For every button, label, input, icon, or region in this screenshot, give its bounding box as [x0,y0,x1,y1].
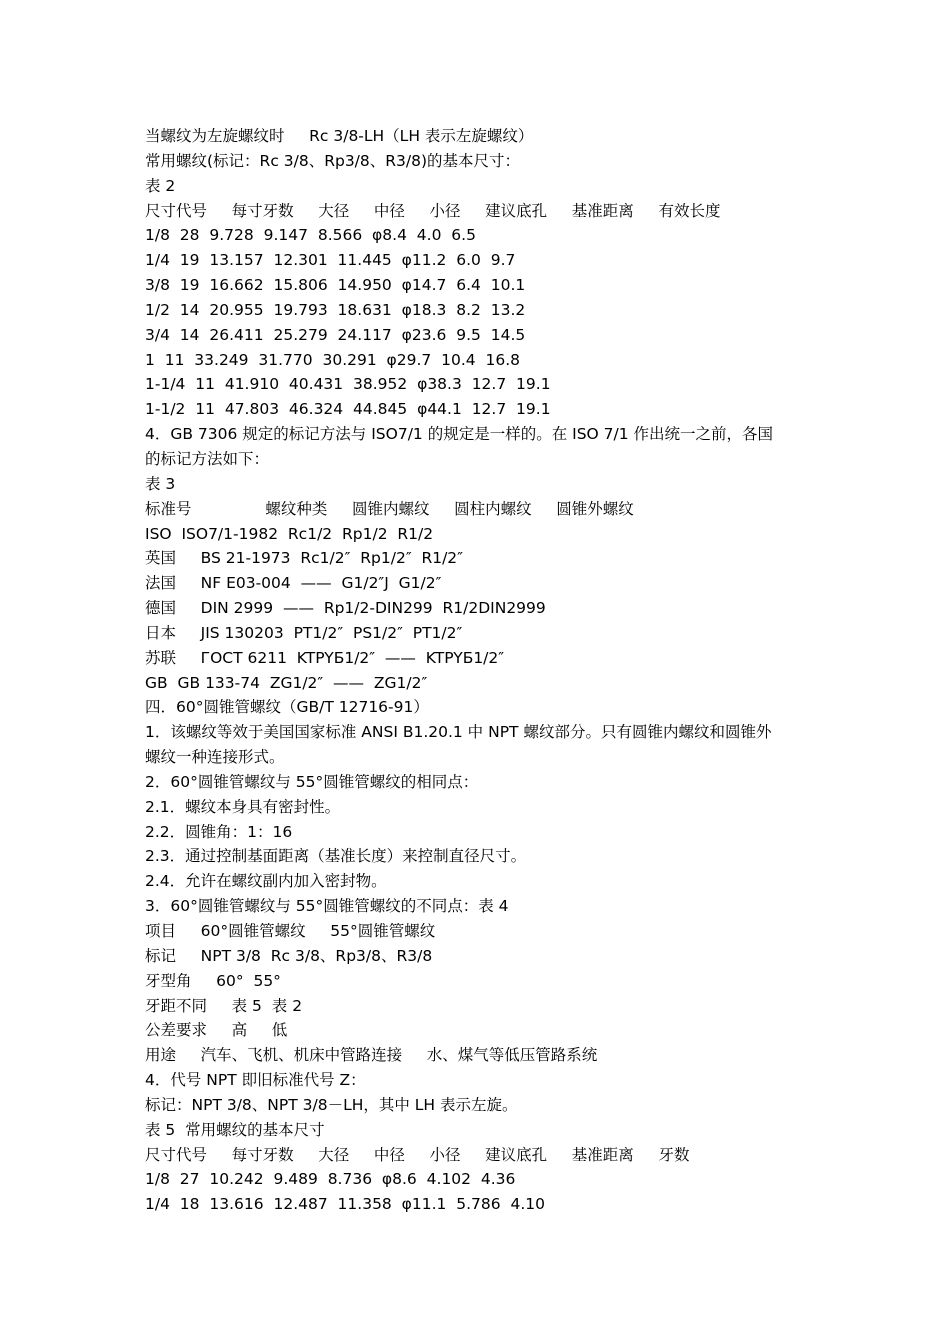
table-row: 用途 汽车、飞机、机床中管路连接 水、煤气等低压管路系统 [145,1046,598,1065]
table-row: 1/8 27 10.242 9.489 8.736 φ8.6 4.102 4.36 [145,1170,516,1189]
table-row: 1/4 18 13.616 12.487 11.358 φ11.1 5.786 4.10 [145,1195,545,1214]
table-row: 3/4 14 26.411 25.279 24.117 φ23.6 9.5 14.5 [145,325,526,344]
table-row: 法国 NF E03-004 —— G1/2″J G1/2″ [145,574,442,593]
table-row: 1-1/4 11 41.910 40.431 38.952 φ38.3 12.7 19.1 [145,375,551,394]
table-header-row: 标准号 螺纹种类 圆锥内螺纹 圆柱内螺纹 圆锥外螺纹 [145,499,634,518]
text-line: 当螺纹为左旋螺纹时 Rc 3/8-LH（LH 表示左旋螺纹） [145,127,534,145]
table-row: 德国 DIN 2999 —— Rp1/2-DIN299 R1/2DIN2999 [145,599,546,618]
list-item: 2.4．允许在螺纹副内加入密封物。 [145,872,387,891]
table-row: 公差要求 高 低 [145,1021,288,1040]
list-item: 2.2．圆锥角：1：16 [145,822,293,841]
table-row: 1/8 28 9.728 9.147 8.566 φ8.4 4.0 6.5 [145,226,476,245]
table-row: 1 11 33.249 31.770 30.291 φ29.7 10.4 16.8 [145,350,521,369]
text-line: 1．该螺纹等效于美国国家标准 ANSI B1.20.1 中 NPT 螺纹部分。只有圆锥内螺纹和圆锥外 [145,723,772,742]
table-row: GB GB 133-74 ZG1/2″ —— ZG1/2″ [145,673,428,692]
table-caption: 表 3 [145,474,176,493]
text-line: 标记：NPT 3/8、NPT 3/8－LH，其中 LH 表示左旋。 [145,1095,518,1114]
text-line: 4．代号 NPT 即旧标准代号 Z： [145,1071,366,1090]
text-line: 3．60°圆锥管螺纹与 55°圆锥管螺纹的不同点：表 4 [145,897,509,916]
table-row: ISO ISO7/1-1982 Rc1/2 Rp1/2 R1/2 [145,524,434,543]
table-row: 英国 BS 21-1973 Rc1/2″ Rp1/2″ R1/2″ [145,549,463,568]
table-row: 1/2 14 20.955 19.793 18.631 φ18.3 8.2 13.2 [145,300,526,319]
table-caption: 表 5 常用螺纹的基本尺寸 [145,1120,325,1139]
text-line: 2．60°圆锥管螺纹与 55°圆锥管螺纹的相同点： [145,772,479,791]
table-row: 1/4 19 13.157 12.301 11.445 φ11.2 6.0 9.7 [145,251,516,270]
table-caption: 表 2 [145,176,176,195]
table-row: 1-1/2 11 47.803 46.324 44.845 φ44.1 12.7 19.1 [145,400,551,419]
text-line: 常用螺纹(标记：Rc 3/8、Rp3/8、R3/8)的基本尺寸： [145,151,521,170]
list-item: 2.1．螺纹本身具有密封性。 [145,797,341,816]
table-row: 苏联 ГОСТ 6211 KTPYБ1/2″ —— KTPYБ1/2″ [145,648,505,667]
table-header-row: 尺寸代号 每寸牙数 大径 中径 小径 建议底孔 基准距离 牙数 [145,1145,690,1164]
table-row: 牙距不同 表 5 表 2 [145,996,303,1015]
table-header-row: 尺寸代号 每寸牙数 大径 中径 小径 建议底孔 基准距离 有效长度 [145,201,721,220]
text-line: 4．GB 7306 规定的标记方法与 ISO7/1 的规定是一样的。在 ISO 7/1 作出统一之前，各国 [145,425,774,444]
table-row: 3/8 19 16.662 15.806 14.950 φ14.7 6.4 10.1 [145,276,526,295]
table-row: 牙型角 60° 55° [145,971,281,990]
text-line: 的标记方法如下： [145,449,270,468]
table-row: 标记 NPT 3/8 Rc 3/8、Rp3/8、R3/8 [145,946,433,965]
list-item: 2.3．通过控制基面距离（基准长度）来控制直径尺寸。 [145,847,527,866]
section-heading: 四．60°圆锥管螺纹（GB/T 12716-91） [145,698,429,717]
text-line: 螺纹一种连接形式。 [145,748,285,767]
document-body [145,124,815,1217]
table-row: 日本 JIS 130203 PT1/2″ PS1/2″ PT1/2″ [145,623,463,642]
table-header-row: 项目 60°圆锥管螺纹 55°圆锥管螺纹 [145,922,436,940]
